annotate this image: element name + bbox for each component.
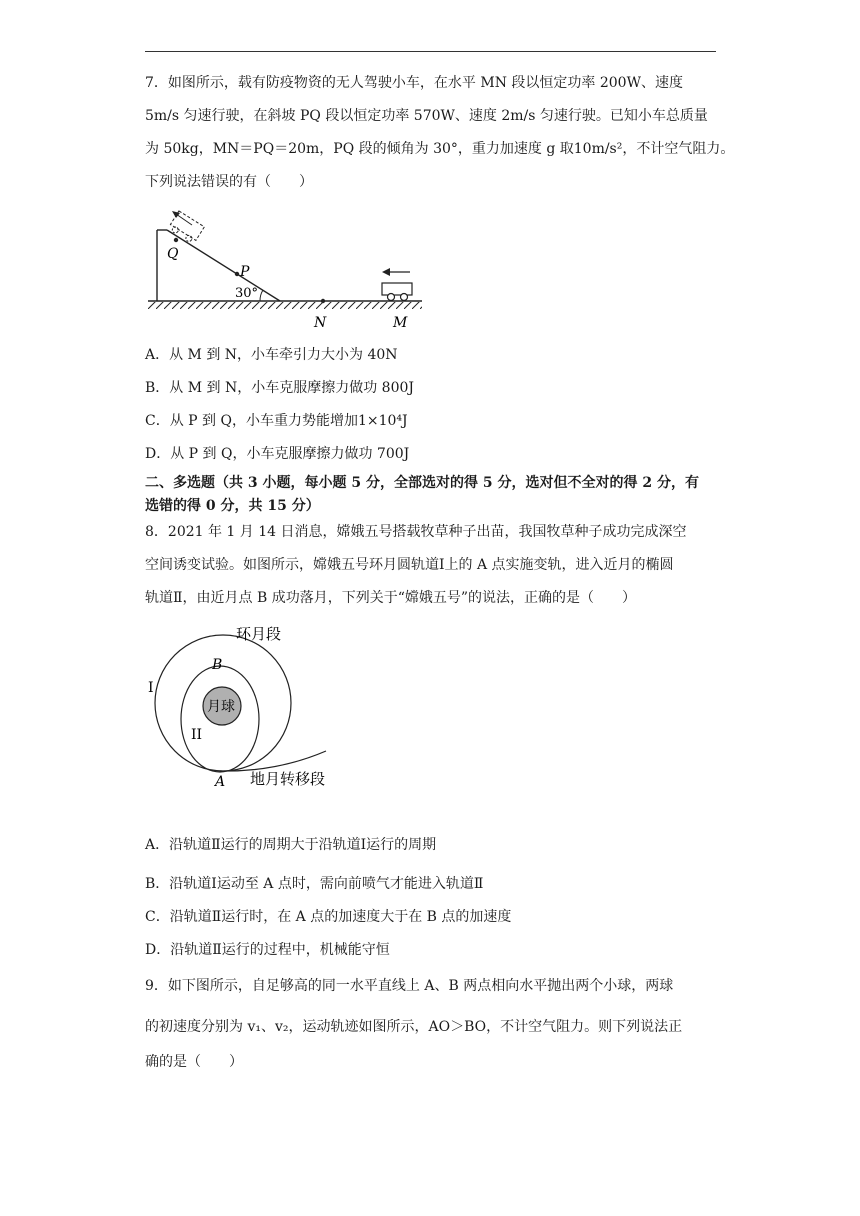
q8-option-d: D．沿轨道Ⅱ运行的过程中，机械能守恒: [145, 942, 390, 958]
q7-label-q: Q: [167, 246, 179, 262]
q7-label-angle: 30°: [235, 286, 259, 301]
q8-label-orbit-i: I: [148, 680, 154, 696]
q8-stem-line-3: 轨道Ⅱ，由近月点 B 成功落月，下列关于“嫦娥五号”的说法，正确的是（ ）: [145, 590, 637, 606]
q7-label-p: P: [240, 264, 250, 280]
section-2-heading-line-2: 选错的得 0 分，共 15 分）: [145, 498, 320, 514]
q8-orbit-figure: [140, 620, 360, 795]
q8-option-b: B．沿轨道Ⅰ运动至 A 点时，需向前喷气才能进入轨道Ⅱ: [145, 876, 484, 892]
q8-stem-line-2: 空间诱变试验。如图所示，嫦娥五号环月圆轨道Ⅰ上的 A 点实施变轨，进入近月的椭圆: [145, 557, 674, 573]
q9-stem-line-3: 确的是（ ）: [145, 1054, 243, 1070]
q7-stem-line-2: 5m/s 匀速行驶，在斜坡 PQ 段以恒定功率 570W、速度 2m/s 匀速行驶。已知小车总质量: [145, 108, 708, 124]
q7-stem-line-1: 7．如图所示，载有防疫物资的无人驾驶小车，在水平 MN 段以恒定功率 200W、速度: [145, 75, 683, 91]
q8-label-a: A: [215, 774, 226, 790]
q7-stem-line-3: 为 50kg，MN＝PQ＝20m，PQ 段的倾角为 30°，重力加速度 g 取10m/s²，不计空气阻力。: [145, 141, 735, 157]
q8-option-a: A．沿轨道Ⅱ运行的周期大于沿轨道Ⅰ运行的周期: [145, 837, 437, 853]
header-rule: [145, 51, 716, 52]
q8-stem-line-1: 8．2021 年 1 月 14 日消息，嫦娥五号搭载牧草种子出苗，我国牧草种子成功完成深空: [145, 524, 687, 540]
q8-label-b: B: [212, 657, 223, 673]
q7-label-m: M: [393, 315, 408, 331]
q8-label-moon: 月球: [207, 699, 235, 715]
q8-label-transfer: 地月转移段: [250, 770, 326, 788]
q7-option-a: A．从 M 到 N，小车牵引力大小为 40N: [145, 347, 398, 363]
q7-stem-line-4: 下列说法错误的有（ ）: [145, 174, 313, 190]
q7-option-b: B．从 M 到 N，小车克服摩擦力做功 800J: [145, 380, 415, 396]
q7-label-n: N: [314, 315, 327, 331]
q9-stem-line-1: 9．如下图所示，自足够高的同一水平直线上 A、B 两点相向水平抛出两个小球，两球: [145, 978, 674, 994]
q7-incline-figure: [140, 205, 430, 333]
q8-label-orbit-ii: II: [191, 727, 203, 743]
section-2-heading-line-1: 二、多选题（共 3 小题，每小题 5 分，全部选对的得 5 分，选对但不全对的得 2 分，有: [145, 475, 699, 491]
q9-stem-line-2: 的初速度分别为 v₁、v₂，运动轨迹如图所示，AO＞BO，不计空气阻力。则下列说法正: [145, 1019, 683, 1035]
q7-option-c: C．从 P 到 Q，小车重力势能增加1×10⁴J: [145, 413, 408, 429]
q8-option-c: C．沿轨道Ⅱ运行时，在 A 点的加速度大于在 B 点的加速度: [145, 909, 512, 925]
q8-label-orbit-segment: 环月段: [236, 625, 282, 643]
q7-option-d: D．从 P 到 Q，小车克服摩擦力做功 700J: [145, 446, 410, 462]
